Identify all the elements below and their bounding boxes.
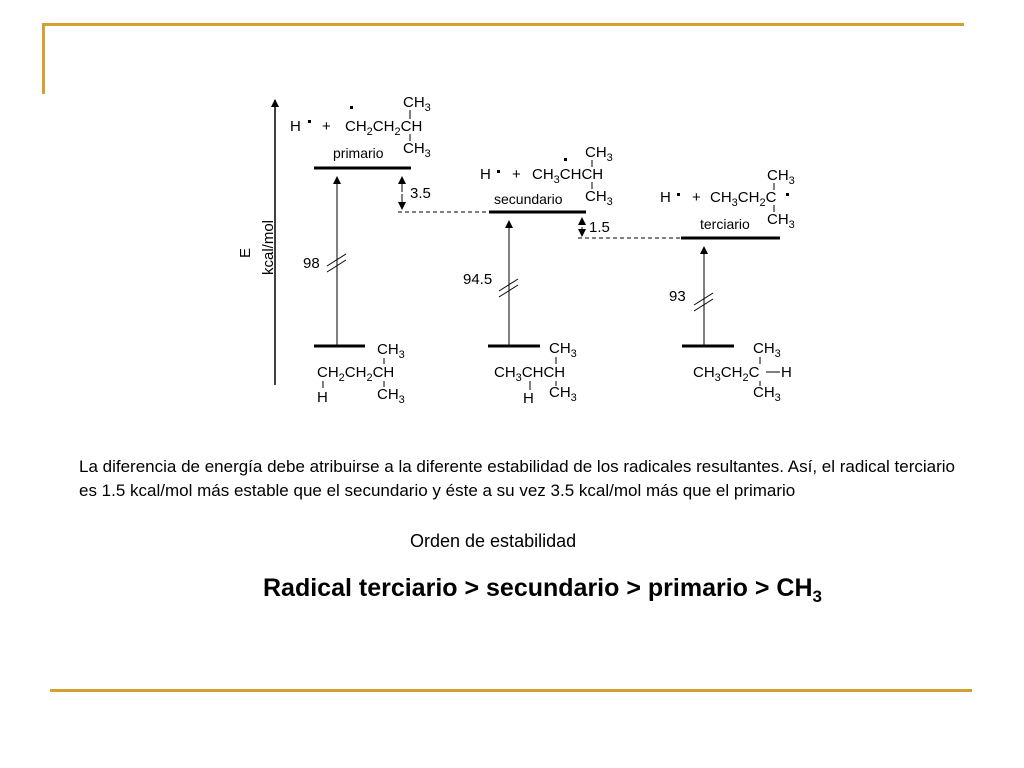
secondary-plus: + <box>512 166 521 183</box>
tertiary-h-atom: H <box>660 189 671 206</box>
tertiary-plus: + <box>692 189 701 206</box>
tertiary-methyl-top: $CH_3$ <box>767 167 795 187</box>
tertiary-formula: $CH_3CH_2C$ <box>710 189 777 209</box>
tertiary-methyl-bottom: $CH_3$ <box>767 211 795 231</box>
right-alkane-chain: $CH_3CH_2C$ <box>693 364 760 384</box>
gap-secondary-tertiary-label: 1.5 <box>589 219 610 236</box>
axis-label-units: kcal/mol <box>260 219 277 275</box>
middle-alkane-chain: $CH_3CHCH$ <box>494 364 566 384</box>
middle-alkane-methyl-top: $CH_3$ <box>549 340 577 360</box>
primary-plus: + <box>322 118 331 135</box>
primary-label: primario <box>333 145 384 161</box>
tertiary-radical-dot <box>786 193 789 196</box>
tertiary-label: terciario <box>700 216 750 232</box>
tertiary-h-radical-dot <box>677 193 680 196</box>
primary-h-atom: H <box>290 118 301 135</box>
primary-bde-label: 98 <box>303 255 320 272</box>
stability-order-title: Orden de estabilidad <box>410 531 577 551</box>
stability-order <box>263 574 822 607</box>
secondary-h-atom: H <box>480 166 491 183</box>
stability-order-subscript: 3 <box>812 587 822 606</box>
left-alkane-chain: $CH_2CH_2CH$ <box>317 364 395 384</box>
right-alkane-methyl-top: $CH_3$ <box>753 340 781 360</box>
explanation-paragraph: La diferencia de energía debe atribuirse a la diferente estabilidad de los radicales resultantes. Así, el radical terciario es 1.5 kcal/mol más estable que el secundario y éste a su vez 3.5 kcal/mol más que el primario <box>79 457 956 500</box>
tertiary-bde-label: 93 <box>669 288 686 305</box>
primary-radical-dot <box>350 106 353 109</box>
primary-h-radical-dot <box>308 120 311 123</box>
secondary-formula: $CH_3CHCH$ <box>532 166 604 186</box>
secondary-radical-dot <box>564 158 567 161</box>
stability-order-text: Radical terciario > secundario > primario > CH <box>263 574 813 602</box>
gap-primary-secondary-label: 3.5 <box>410 185 431 202</box>
secondary-methyl-bottom: $CH_3$ <box>585 188 613 208</box>
primary-methyl-top: $CH_3$ <box>403 94 431 114</box>
secondary-methyl-top: $CH_3$ <box>585 144 613 164</box>
left-alkane-h: H <box>317 389 328 406</box>
left-alkane-methyl-bottom: $CH_3$ <box>377 386 405 406</box>
axis-label-e: E <box>237 247 254 258</box>
secondary-bde-label: 94.5 <box>463 271 493 288</box>
primary-formula: $CH_2CH_2CH$ <box>345 118 423 138</box>
bottom-accent-line <box>50 689 972 692</box>
primary-methyl-bottom: $CH_3$ <box>403 140 431 160</box>
right-alkane-h: H <box>781 364 792 381</box>
secondary-h-radical-dot <box>497 170 500 173</box>
middle-alkane-h: H <box>523 390 534 407</box>
secondary-label: secundario <box>494 191 563 207</box>
right-alkane-methyl-bottom: $CH_3$ <box>753 384 781 404</box>
middle-alkane-methyl-bottom: $CH_3$ <box>549 384 577 404</box>
left-alkane-methyl-top: $CH_3$ <box>377 341 405 361</box>
